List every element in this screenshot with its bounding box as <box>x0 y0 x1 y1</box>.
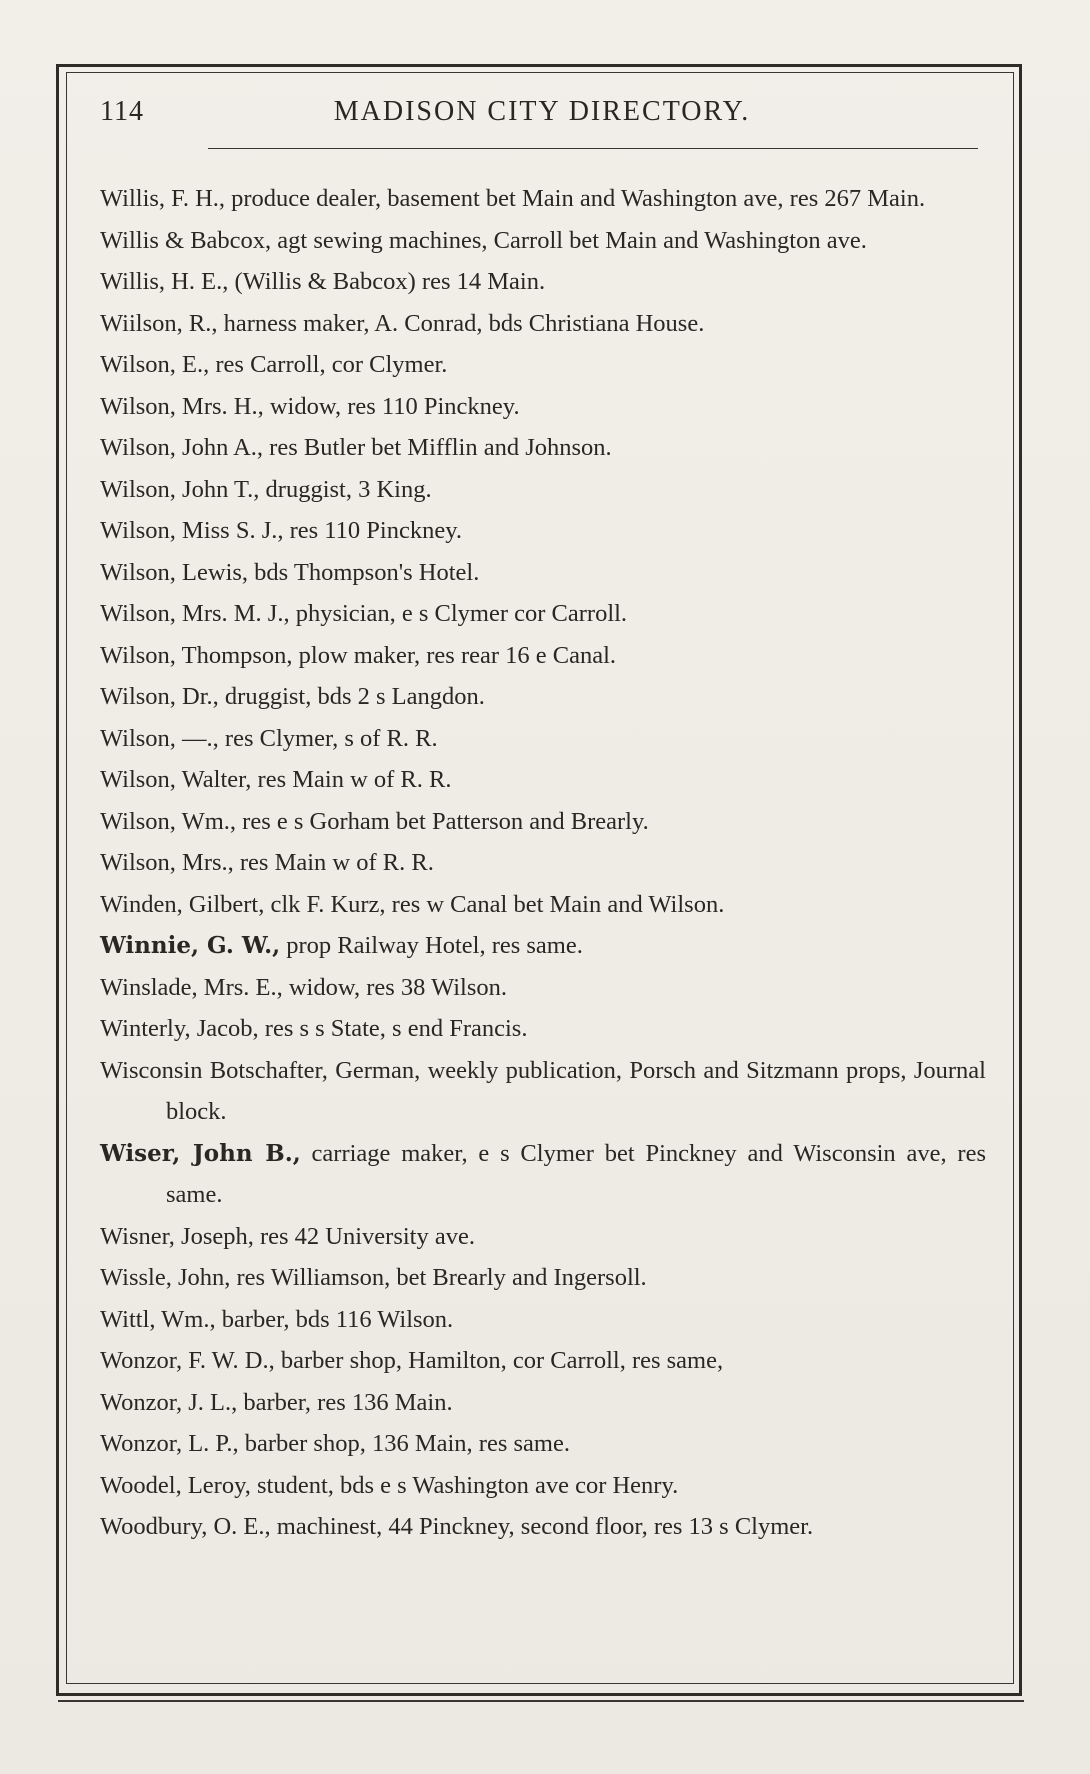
entry-bold-name: Winnie, G. W., <box>100 932 281 959</box>
directory-entry <box>100 1382 986 1424</box>
directory-entry <box>100 510 986 552</box>
page-number: 114 <box>100 96 144 127</box>
directory-entry <box>100 220 986 262</box>
directory-entry <box>100 1299 986 1341</box>
entry-text: Wissle, John, res Williamson, bet Brearly and Ingersoll. <box>100 1264 647 1291</box>
directory-entry <box>100 801 986 843</box>
directory-entry <box>100 1050 986 1133</box>
entry-text: Willis, F. H., produce dealer, basement bet Main and Washington ave, res 267 Main. <box>100 185 926 212</box>
entry-text: prop Railway Hotel, res same. <box>280 932 583 959</box>
directory-entries <box>100 178 986 1548</box>
entry-text: Winden, Gilbert, clk F. Kurz, res w Canal bet Main and Wilson. <box>100 890 725 918</box>
entry-text: Wonzor, L. P., barber shop, 136 Main, res same. <box>100 1430 570 1457</box>
entry-text: Woodbury, O. E., machinest, 44 Pinckney, second floor, res 13 s Clymer. <box>100 1513 814 1540</box>
directory-entry <box>100 676 986 718</box>
entry-text: Wilson, Wm., res e s Gorham bet Patterson and Brearly. <box>100 807 649 835</box>
entry-text: Wilson, Dr., druggist, bds 2 s Langdon. <box>100 683 485 710</box>
bottom-rule <box>58 1700 1024 1702</box>
entry-text: Wilson, Mrs. H., widow, res 110 Pinckney. <box>100 392 520 420</box>
directory-entry <box>100 1506 986 1548</box>
directory-entry <box>100 469 986 511</box>
directory-entry <box>100 303 986 345</box>
directory-entry <box>100 593 986 635</box>
entry-text: Wisner, Joseph, res 42 University ave. <box>100 1222 475 1250</box>
entry-text: Wonzor, F. W. D., barber shop, Hamilton, cor Carroll, res same, <box>100 1347 724 1374</box>
entry-text: Wilson, Miss S. J., res 110 Pinckney. <box>100 517 462 544</box>
entry-text: Winslade, Mrs. E., widow, res 38 Wilson. <box>100 973 508 1001</box>
entry-text: Wilson, Walter, res Main w of R. R. <box>100 766 452 793</box>
entry-text: Wilson, Mrs. M. J., physician, e s Clymer cor Carroll. <box>100 600 628 627</box>
entry-text: Wilson, E., res Carroll, cor Clymer. <box>100 351 448 378</box>
directory-entry <box>100 427 986 469</box>
entry-text: Wonzor, J. L., barber, res 136 Main. <box>100 1388 453 1416</box>
entry-text: Wisconsin Botschafter, German, weekly publication, Porsch and Sitzmann props, Journal block. <box>100 1056 986 1125</box>
entry-text: Wilson, Lewis, bds Thompson's Hotel. <box>100 558 480 586</box>
entry-text: Winterly, Jacob, res s s State, s end Francis. <box>100 1015 528 1042</box>
directory-entry <box>100 1423 986 1465</box>
directory-entry <box>100 759 986 801</box>
directory-entry <box>100 1340 986 1382</box>
directory-entry <box>100 884 986 926</box>
entry-bold-name: Wiser, John B., <box>100 1139 301 1167</box>
directory-entry <box>100 635 986 677</box>
entry-text: Willis & Babcox, agt sewing machines, Carroll bet Main and Washington ave. <box>100 226 867 254</box>
page-header <box>98 96 986 136</box>
entry-text: Wilson, John T., druggist, 3 King. <box>100 475 432 503</box>
entry-text: Wilson, Thompson, plow maker, res rear 16 e Canal. <box>100 641 617 669</box>
directory-entry <box>100 344 986 386</box>
entry-text: carriage maker, e s Clymer bet Pinckney and Wisconsin ave, res same. <box>166 1139 986 1208</box>
directory-entry <box>100 1216 986 1258</box>
directory-entry <box>100 552 986 594</box>
directory-entry <box>100 1008 986 1050</box>
directory-entry <box>100 925 986 967</box>
entry-text: Willis, H. E., (Willis & Babcox) res 14 Main. <box>100 268 546 295</box>
entry-text: Wiilson, R., harness maker, A. Conrad, bds Christiana House. <box>100 309 705 337</box>
directory-entry <box>100 1465 986 1507</box>
directory-entry <box>100 178 986 220</box>
entry-text: Wilson, —., res Clymer, s of R. R. <box>100 724 438 752</box>
directory-entry <box>100 842 986 884</box>
header-rule <box>208 148 978 149</box>
entry-text: Wilson, John A., res Butler bet Mifflin and Johnson. <box>100 434 612 461</box>
entry-text: Wilson, Mrs., res Main w of R. R. <box>100 849 434 876</box>
directory-entry <box>100 718 986 760</box>
directory-entry <box>100 386 986 428</box>
running-title: MADISON CITY DIRECTORY. <box>333 96 751 127</box>
directory-entry <box>100 967 986 1009</box>
directory-entry <box>100 1133 986 1216</box>
directory-entry <box>100 1257 986 1299</box>
entry-text: Woodel, Leroy, student, bds e s Washington ave cor Henry. <box>100 1471 679 1499</box>
directory-entry <box>100 261 986 303</box>
entry-text: Wittl, Wm., barber, bds 116 Wilson. <box>100 1305 454 1333</box>
